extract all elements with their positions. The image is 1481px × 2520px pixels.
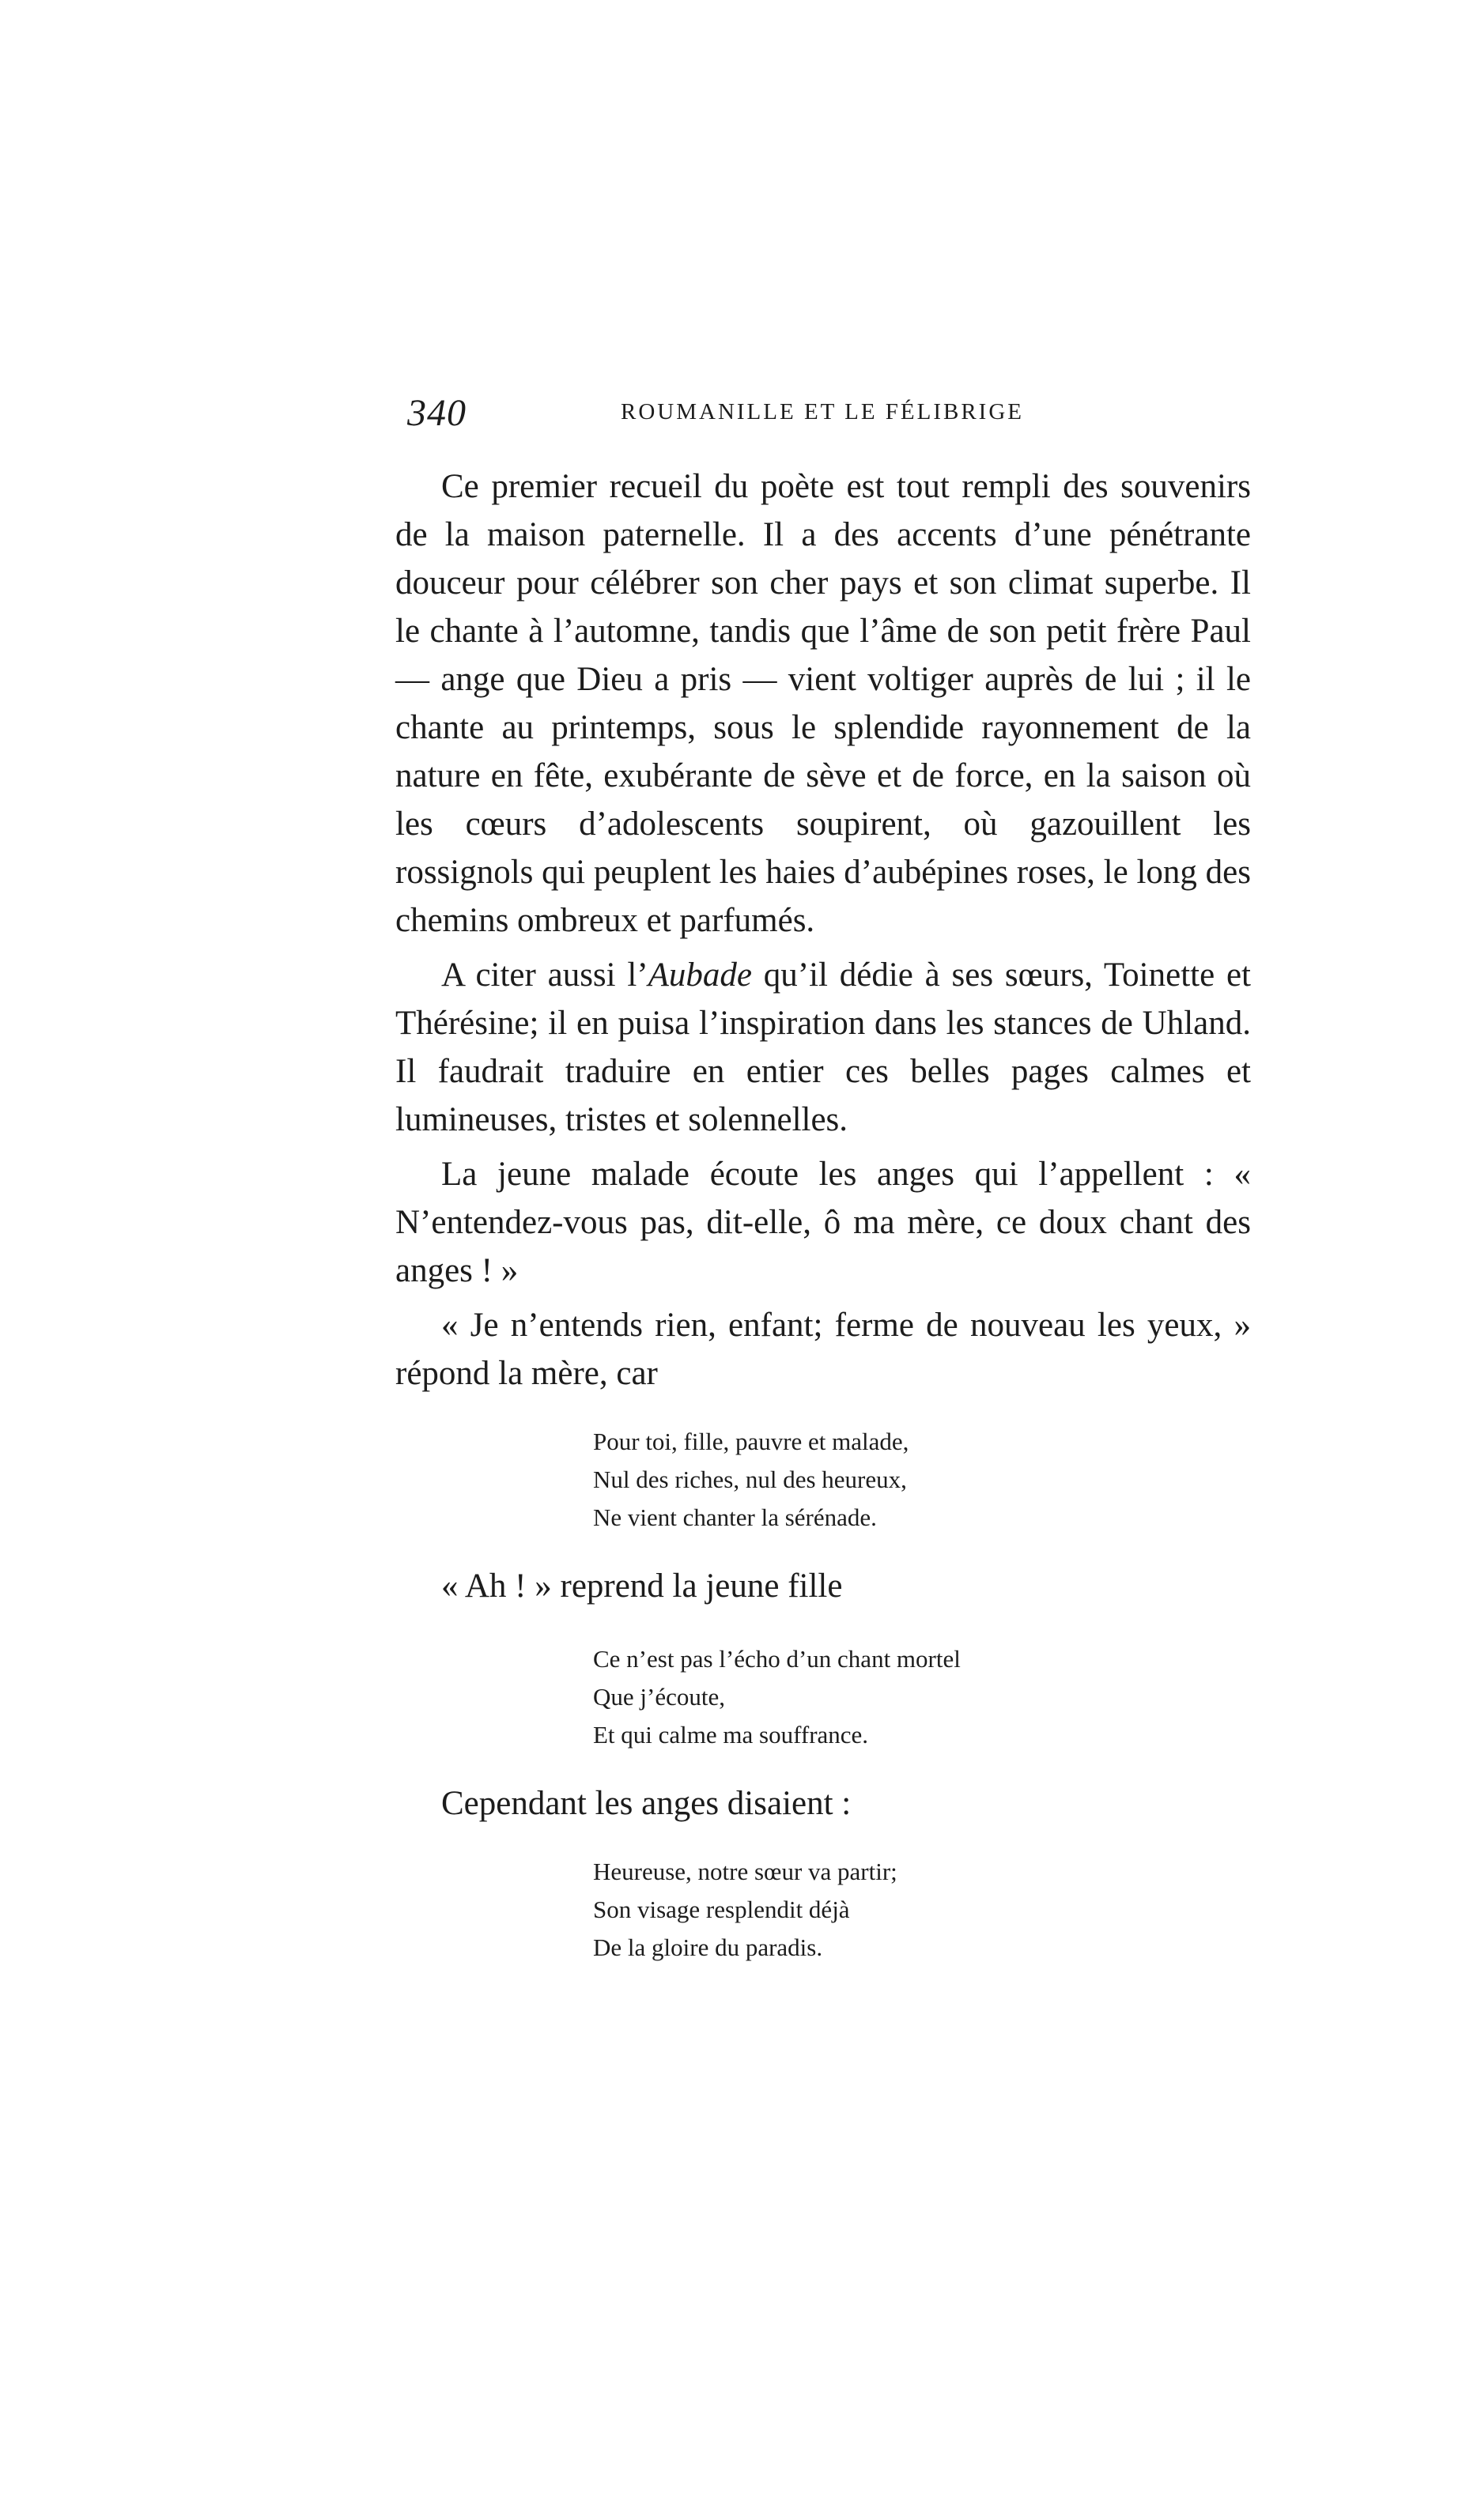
verse-line: Nul des riches, nul des heureux, [593, 1466, 907, 1493]
paragraph-2 [395, 951, 1251, 1144]
body-text [395, 462, 1251, 1967]
verse-line: Heureuse, notre sœur va partir; [593, 1858, 897, 1885]
paragraph-2-end: qu’il dédie à ses sœurs, Toinette et Thérésine; il en puisa l’inspiration dans les stances de Uhland. Il faudrait traduire en entier ces belles pages calmes et lumineuses, tristes et solennelles. [395, 956, 1251, 1138]
verse-line: De la gloire du paradis. [593, 1933, 823, 1961]
paragraph-1: Ce premier recueil du poète est tout rempli des souvenirs de la maison paternelle. Il a des accents d’une pénétrante douceur pour célébrer son cher pays et son climat superbe. Il le chante à l’automne, tandis que l’âme de son petit frère Paul — ange que Dieu a pris — vient voltiger auprès de lui ; il le chante au printemps, sous le splendide rayonnement de la nature en fête, exubérante de sève et de force, en la saison où les cœurs d’adolescents soupirent, où gazouillent les rossignols qui peuplent les haies d’aubépines roses, le long des chemins ombreux et parfumés. [395, 468, 1251, 939]
page-header [407, 391, 1250, 439]
verse-line: Pour toi, fille, pauvre et malade, [593, 1428, 909, 1455]
verse-stanza-1 [395, 1423, 1251, 1537]
verse-stanza-2 [395, 1640, 1251, 1754]
aubade-title: Aubade [648, 956, 753, 994]
verse-line: Ce n’est pas l’écho d’un chant mortel [593, 1645, 961, 1673]
verse-line: Son visage resplendit déjà [593, 1896, 850, 1923]
page-number: 340 [407, 392, 467, 434]
paragraph-4: « Je n’entends rien, enfant; ferme de nouveau les yeux, » répond la mère, car [395, 1307, 1251, 1392]
verse-line: Et qui calme ma souffrance. [593, 1721, 869, 1749]
paragraph-3: La jeune malade écoute les anges qui l’appellent : « N’entendez-vous pas, dit-elle, ô ma mère, ce doux chant des anges ! » [395, 1156, 1251, 1289]
intro-cependant: Cependant les anges disaient : [441, 1785, 852, 1822]
verse-line: Que j’écoute, [593, 1683, 725, 1711]
running-title: ROUMANILLE ET LE FÉLIBRIGE [621, 399, 1024, 424]
paragraph-2-start: A citer aussi l’ [441, 956, 648, 994]
intro-ah: « Ah ! » reprend la jeune fille [441, 1567, 843, 1605]
verse-line: Ne vient chanter la sérénade. [593, 1503, 877, 1531]
verse-stanza-3 [395, 1853, 1251, 1967]
